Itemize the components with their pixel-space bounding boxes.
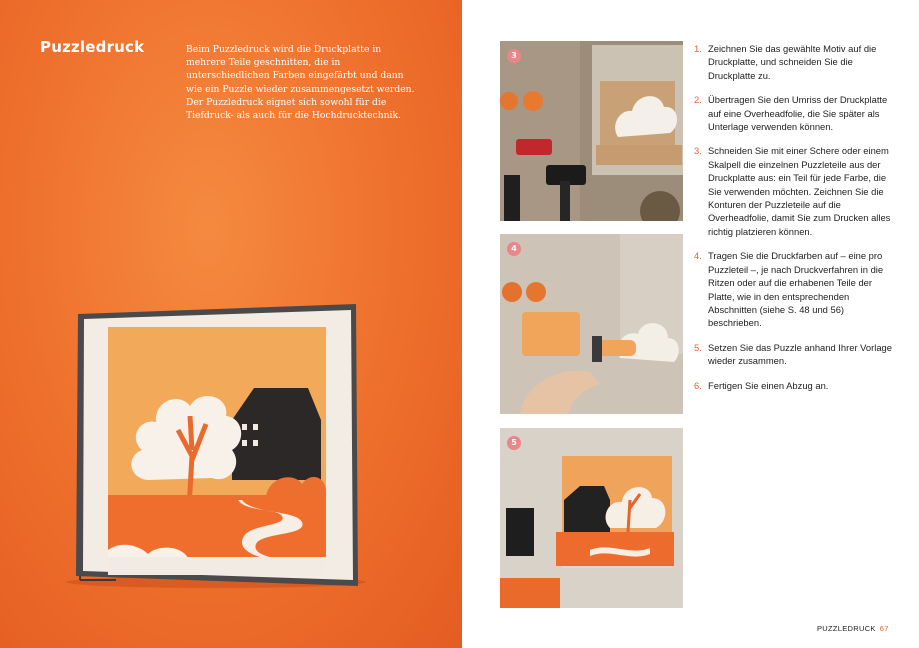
photo-number-badge: 5	[507, 436, 521, 450]
list-item	[694, 42, 894, 82]
step-number: 2.	[694, 94, 702, 106]
step-text: Zeichnen Sie das gewählte Motiv auf die Druckplatte, und schneiden Sie die Druckplatte zu.	[708, 43, 877, 81]
framed-print-photo	[56, 300, 366, 590]
list-item	[694, 249, 894, 329]
step-text: Schneiden Sie mit einer Schere oder einem Skalpell die einzelnen Puzzleteile aus der Druckplatte aus: ein Teil für jede Farbe, die Sie verwenden möchten. Zeichnen Sie die Konturen der Puzzleteile auf die Overheadfolie, damit Sie zum Drucken alles richtig platzieren können.	[708, 145, 891, 237]
page-footer	[817, 624, 889, 633]
step-number: 6.	[694, 379, 702, 391]
photo-number-badge: 3	[507, 49, 521, 63]
step-number: 5.	[694, 341, 702, 353]
list-item	[694, 144, 894, 238]
page-title: Puzzledruck	[40, 38, 145, 56]
list-item	[694, 379, 894, 392]
intro-text: Beim Puzzledruck wird die Druckplatte in mehrere Teile geschnitten, die in unterschiedlichen Farben eingefärbt und dann wie ein Puzzle wieder zusammengesetzt werden. Der Puzzledruck eignet sich sowohl für die Tiefdruck- als auch für die Hochdrucktechnik.	[186, 44, 415, 122]
step-list	[694, 42, 894, 403]
step-text: Übertragen Sie den Umriss der Druckplatte auf eine Overheadfolie, die Sie später als Unterlage verwenden können.	[708, 94, 888, 133]
step-photo-5-image	[500, 428, 683, 608]
step-photo-3-image	[500, 41, 683, 221]
step-number: 1.	[694, 43, 702, 54]
photo-number-badge: 4	[507, 242, 521, 256]
step-photo-4-image	[500, 234, 683, 414]
step-photo-5	[500, 428, 683, 608]
step-text: Tragen Sie die Druckfarben auf – eine pro Puzzleteil –, je nach Druckverfahren in die Ritzen oder auf die erhabenen Teile der Platte, wie in den entsprechenden Abschnitten (siehe S. 48 und 56) beschrieben.	[708, 250, 884, 329]
page-number: 67	[879, 624, 889, 633]
step-photo-4	[500, 234, 683, 414]
step-photo-3	[500, 41, 683, 221]
section-name: PUZZLEDRUCK	[817, 624, 876, 633]
step-number: 4.	[694, 250, 702, 262]
step-number: 3.	[694, 145, 702, 157]
step-text: Fertigen Sie einen Abzug an.	[708, 379, 829, 391]
list-item	[694, 93, 894, 133]
step-text: Setzen Sie das Puzzle anhand Ihrer Vorlage wieder zusammen.	[708, 341, 892, 367]
list-item	[694, 341, 894, 368]
